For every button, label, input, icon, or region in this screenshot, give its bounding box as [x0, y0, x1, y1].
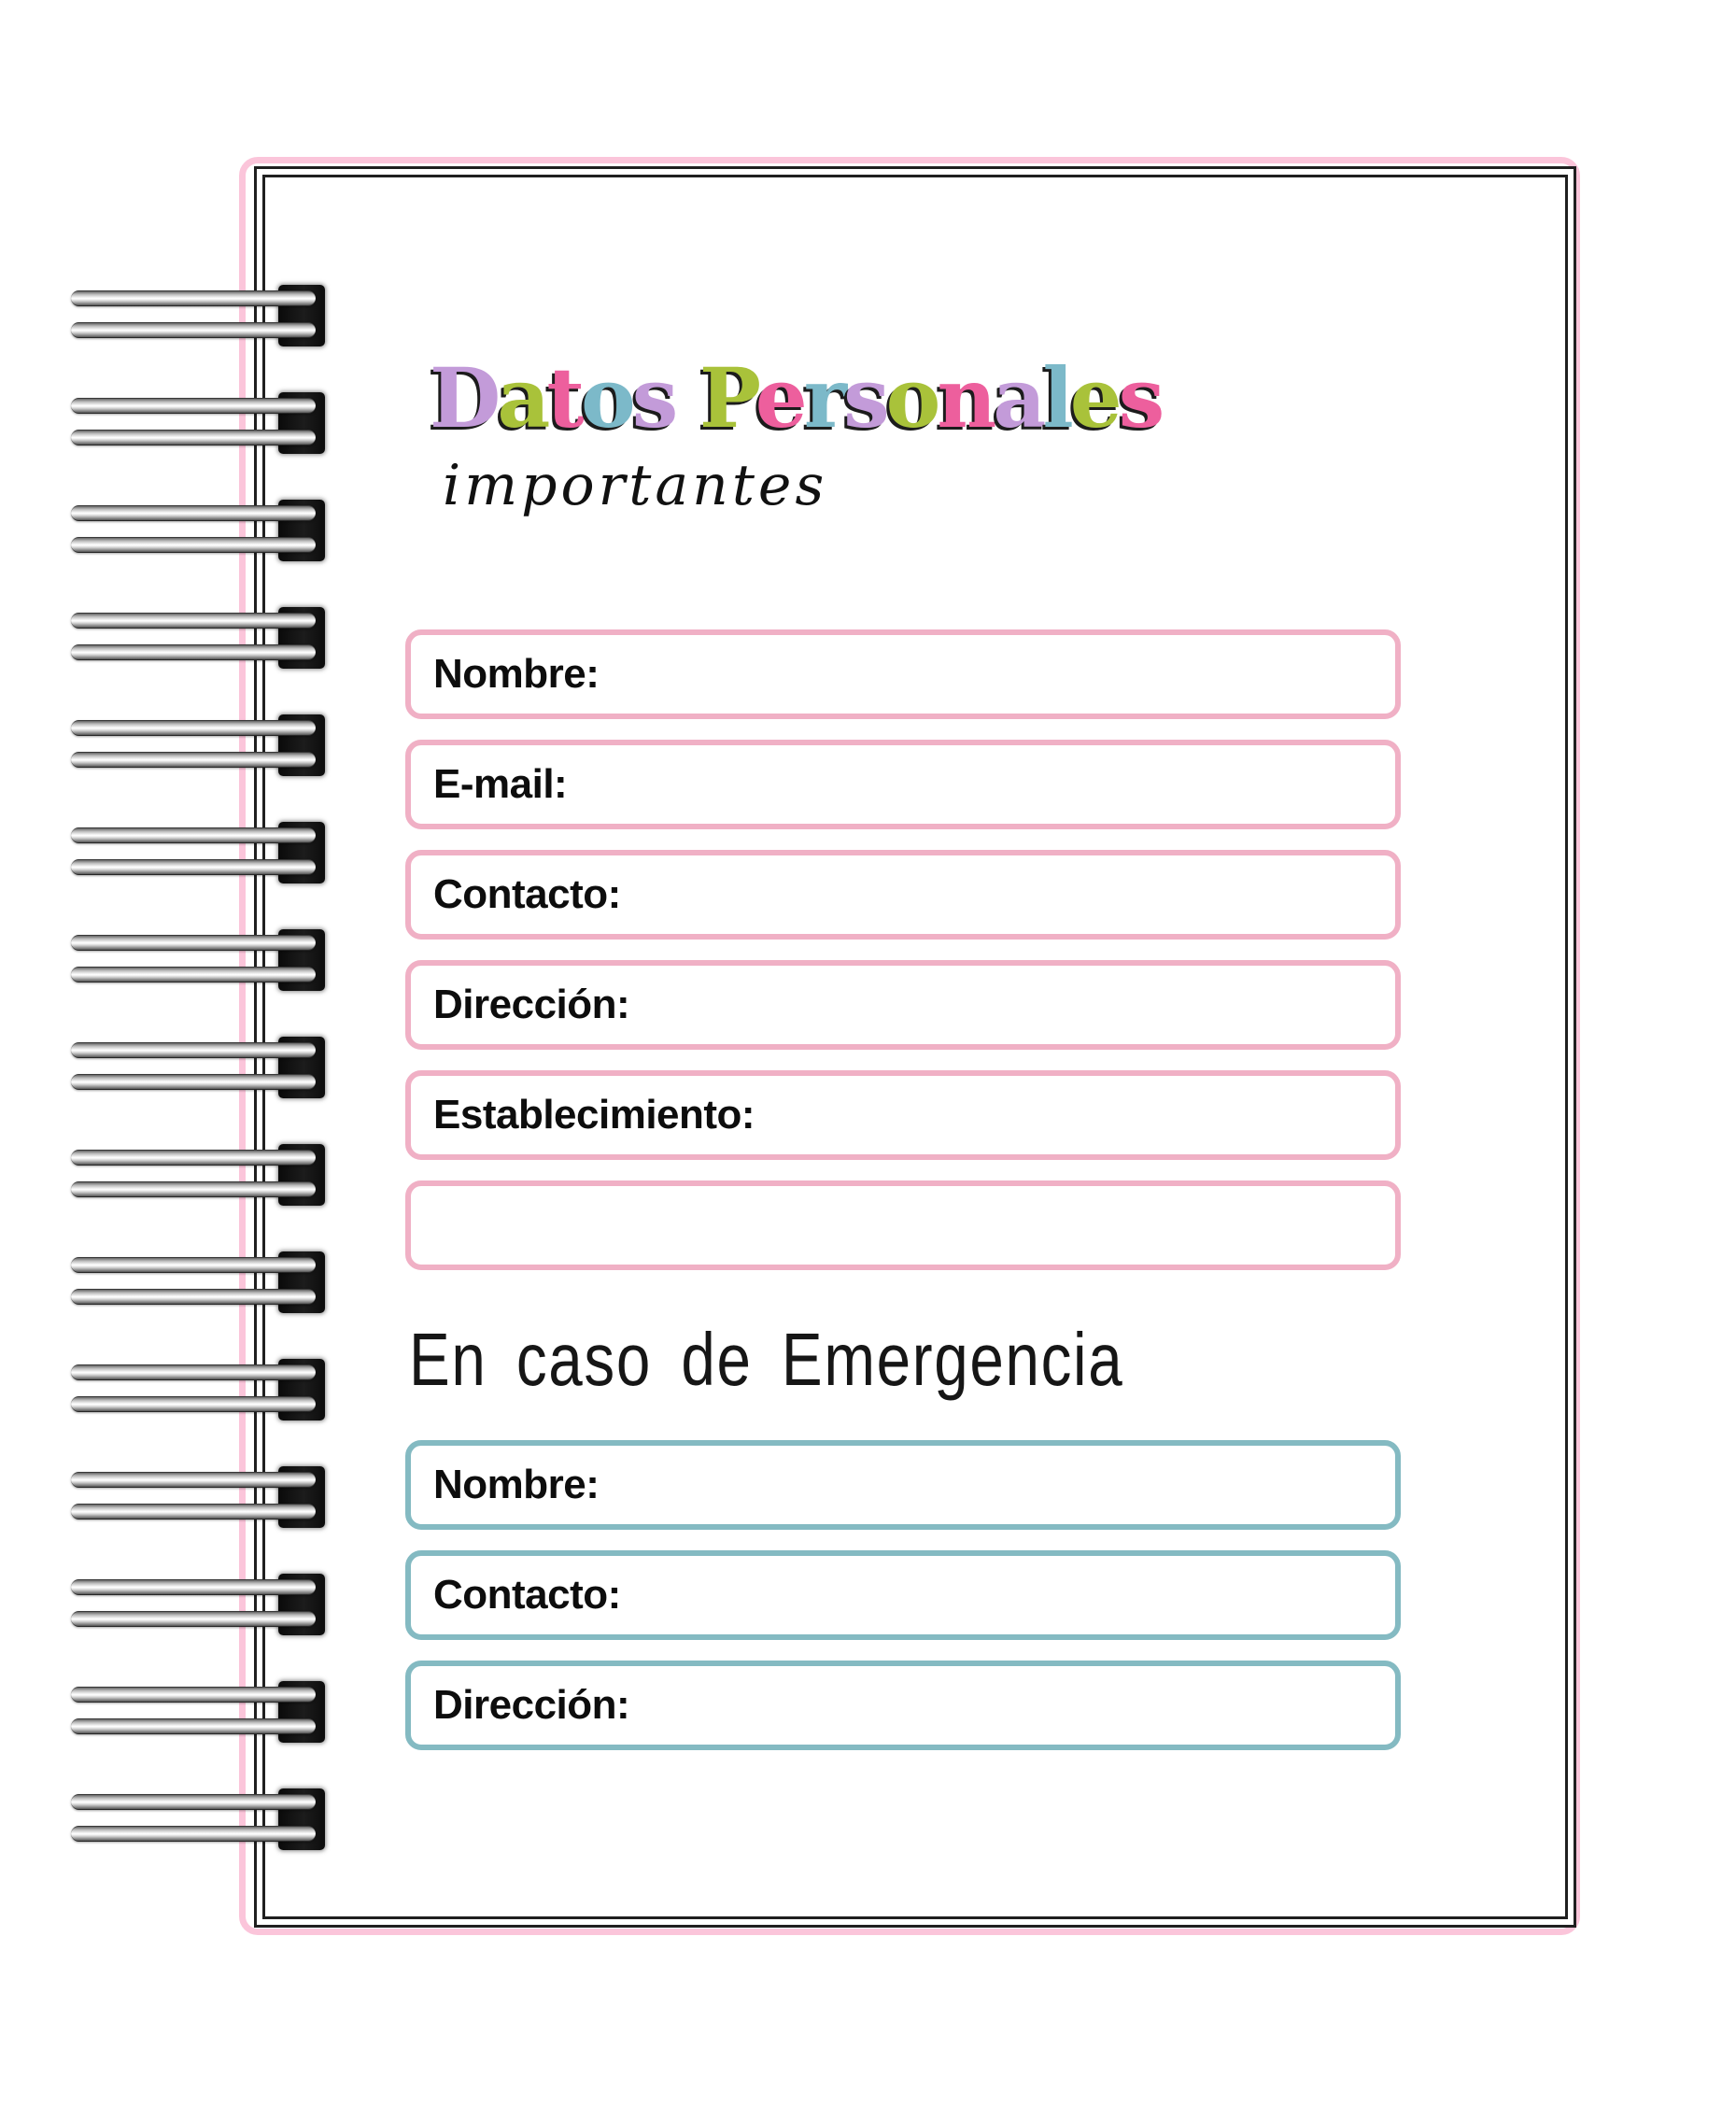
field-label: Contacto:	[433, 1572, 621, 1618]
spiral-wire	[71, 1289, 316, 1305]
spiral-wire	[71, 1042, 316, 1058]
field-label: E-mail:	[433, 761, 568, 807]
spiral-unit	[0, 392, 336, 458]
field-label: Contacto:	[433, 871, 621, 917]
emergency-field-box[interactable]	[405, 1550, 1401, 1640]
spiral-unit	[0, 1144, 336, 1209]
page-title	[430, 349, 1162, 446]
personal-field-box[interactable]	[405, 629, 1401, 719]
title-letter: s	[1118, 349, 1162, 446]
spiral-wire	[71, 613, 316, 629]
spiral-wire	[71, 967, 316, 982]
spiral-wire	[71, 1181, 316, 1197]
field-label: Dirección:	[433, 1682, 630, 1728]
spiral-unit	[0, 1681, 336, 1746]
spiral-unit	[0, 285, 336, 350]
spiral-unit	[0, 1788, 336, 1854]
title-letter: t	[546, 349, 581, 446]
personal-field-box[interactable]	[405, 1070, 1401, 1160]
spiral-wire	[71, 1150, 316, 1166]
spiral-unit	[0, 500, 336, 565]
spiral-wire	[71, 1579, 316, 1595]
spiral-unit	[0, 1466, 336, 1532]
emergency-field-box[interactable]	[405, 1440, 1401, 1530]
spiral-wire	[71, 1826, 316, 1842]
field-label: Nombre:	[433, 651, 600, 697]
title-letter: s	[631, 349, 675, 446]
spiral-wire	[71, 1074, 316, 1090]
title-letter: a	[993, 349, 1043, 446]
title-letter: a	[497, 349, 547, 446]
personal-field-box[interactable]	[405, 850, 1401, 940]
title-letter: o	[885, 349, 938, 446]
spiral-wire	[71, 1257, 316, 1273]
spiral-unit	[0, 1037, 336, 1102]
spiral-wire	[71, 644, 316, 660]
title-letter	[674, 349, 699, 446]
spiral-wire	[71, 290, 316, 306]
page-subtitle: importantes	[443, 453, 828, 518]
title-letter: e	[1069, 349, 1119, 446]
spiral-unit	[0, 607, 336, 672]
spiral-wire	[71, 859, 316, 875]
spiral-wire	[71, 1718, 316, 1734]
personal-field-box[interactable]	[405, 960, 1401, 1050]
field-label: Establecimiento:	[433, 1092, 755, 1138]
emergency-field-box[interactable]	[405, 1661, 1401, 1750]
title-letter: e	[755, 349, 804, 446]
spiral-wire	[71, 1504, 316, 1519]
field-label: Dirección:	[433, 982, 630, 1027]
spiral-wire	[71, 430, 316, 445]
spiral-wire	[71, 752, 316, 768]
personal-fields-section	[405, 629, 1401, 1291]
spiral-unit	[0, 822, 336, 887]
spiral-wire	[71, 1364, 316, 1380]
spiral-wire	[71, 720, 316, 736]
spiral-wire	[71, 1611, 316, 1627]
title-letter: n	[937, 349, 994, 446]
spiral-wire	[71, 1396, 316, 1412]
spiral-wire	[71, 505, 316, 521]
emergency-fields-section	[405, 1440, 1401, 1771]
title-letter: P	[699, 349, 755, 446]
personal-field-box[interactable]	[405, 1180, 1401, 1270]
spiral-unit	[0, 929, 336, 995]
field-label: Nombre:	[433, 1462, 600, 1507]
spiral-unit	[0, 1359, 336, 1424]
title-letter: s	[843, 349, 886, 446]
spiral-wire	[71, 1687, 316, 1703]
spiral-wire	[71, 1472, 316, 1488]
title-letter: r	[803, 349, 844, 446]
emergency-section-heading: En caso de Emergencia	[409, 1318, 1124, 1401]
spiral-wire	[71, 322, 316, 338]
spiral-unit	[0, 1251, 336, 1317]
title-letter: D	[430, 349, 498, 446]
spiral-wire	[71, 537, 316, 553]
spiral-unit	[0, 714, 336, 780]
title-letter: l	[1042, 349, 1070, 446]
personal-field-box[interactable]	[405, 740, 1401, 829]
spiral-unit	[0, 1574, 336, 1639]
spiral-binding	[0, 0, 374, 2106]
spiral-wire	[71, 827, 316, 843]
spiral-wire	[71, 935, 316, 951]
spiral-wire	[71, 398, 316, 414]
title-letter: o	[581, 349, 632, 446]
spiral-wire	[71, 1794, 316, 1810]
